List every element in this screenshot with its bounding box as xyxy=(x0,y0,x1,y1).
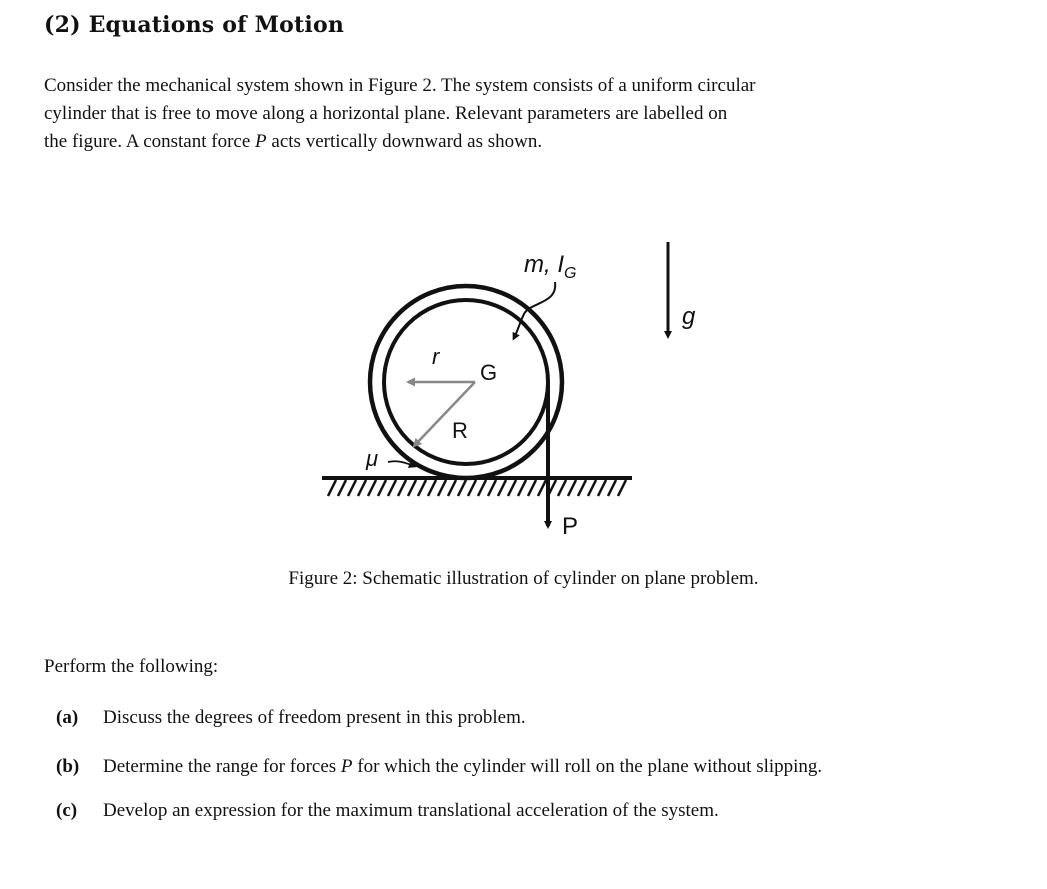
ground-hatching xyxy=(328,480,626,496)
label-mass: m, $I_G$ xyxy=(524,251,577,282)
label-r: r xyxy=(432,344,440,369)
task-text-c: Develop an expression for the maximum translational acceleration of the system. xyxy=(103,800,719,821)
task-item-a xyxy=(56,704,996,732)
tasks-lead: Perform the following: xyxy=(44,656,219,677)
intro-line-3-end: acts vertically downward as shown. xyxy=(266,131,543,152)
task-item-c xyxy=(56,797,996,825)
figure-2 xyxy=(300,230,696,550)
task-item-b xyxy=(56,753,996,781)
symbol-P: P xyxy=(255,131,267,152)
label-R: R xyxy=(452,418,468,443)
intro-paragraph xyxy=(44,72,989,156)
intro-line-1: Consider the mechanical system shown in Figure 2. The system consists of a uniform circular xyxy=(44,75,756,96)
task-list xyxy=(56,704,996,846)
label-P: P xyxy=(562,513,579,540)
task-tag-b: (b) xyxy=(56,756,80,777)
label-g: g xyxy=(682,303,696,330)
task-tag-a: (a) xyxy=(56,707,79,728)
cylinder-on-plane-diagram xyxy=(300,230,696,550)
task-text-a: Discuss the degrees of freedom present in this problem. xyxy=(103,707,526,728)
intro-line-3 xyxy=(44,128,989,156)
section-title: (2) Equations of Motion xyxy=(44,12,345,38)
task-text-b-start: Determine the range for forces xyxy=(103,756,341,777)
task-text-b-end: for which the cylinder will roll on the plane without slipping. xyxy=(352,756,823,777)
label-mu: μ xyxy=(366,446,379,471)
symbol-P-task: P xyxy=(340,756,353,777)
task-tag-c: (c) xyxy=(56,800,78,821)
intro-line-2: cylinder that is free to move along a horizontal plane. Relevant parameters are labelled on xyxy=(44,103,728,124)
intro-line-3-start: the figure. A constant force xyxy=(44,131,256,152)
label-G: G xyxy=(480,360,498,385)
figure-caption: Figure 2: Schematic illustration of cylinder on plane problem. xyxy=(288,568,759,589)
